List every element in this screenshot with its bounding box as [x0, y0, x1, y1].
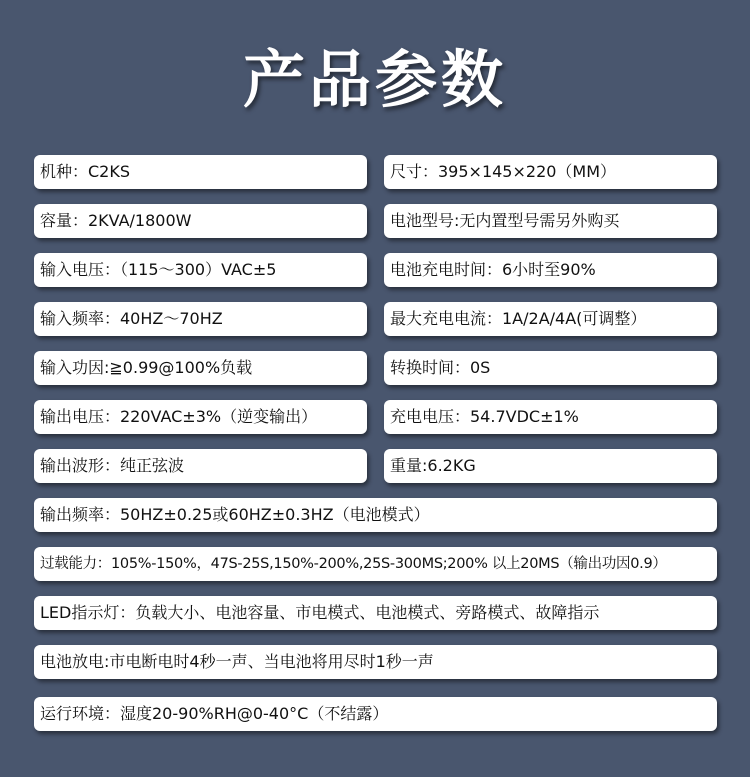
spec-model: 机种：C2KS — [34, 155, 367, 189]
spec-max-charge-current: 最大充电电流：1A/2A/4A(可调整） — [384, 302, 717, 336]
spec-output-voltage: 输出电压：220VAC±3%（逆变输出） — [34, 400, 367, 434]
spec-input-power-factor: 输入功因:≧0.99@100%负载 — [34, 351, 367, 385]
spec-row — [34, 596, 717, 630]
spec-row — [34, 697, 717, 731]
spec-overload-capacity: 过载能力：105%-150%，47S-25S,150%-200%,25S-300MS;200% 以上20MS（输出功因0.9） — [34, 547, 717, 581]
spec-battery-discharge: 电池放电:市电断电时4秒一声、当电池将用尽时1秒一声 — [34, 645, 717, 679]
spec-transfer-time: 转换时间：0S — [384, 351, 717, 385]
spec-output-waveform: 输出波形：纯正弦波 — [34, 449, 367, 483]
page-title: 产品参数 — [242, 43, 507, 116]
spec-charge-time: 电池充电时间：6小时至90% — [384, 253, 717, 287]
spec-row — [34, 498, 717, 532]
spec-operating-environment: 运行环境：湿度20-90%RH@0-40°C（不结露） — [34, 697, 717, 731]
spec-input-voltage: 输入电压：（115～300）VAC±5 — [34, 253, 367, 287]
spec-dimensions: 尺寸：395×145×220（MM） — [384, 155, 717, 189]
spec-row — [34, 351, 717, 385]
spec-charge-voltage: 充电电压：54.7VDC±1% — [384, 400, 717, 434]
spec-battery-type: 电池型号:无内置型号需另外购买 — [384, 204, 717, 238]
spec-row — [34, 547, 717, 581]
spec-row — [34, 302, 717, 336]
spec-row — [34, 204, 717, 238]
spec-input-frequency: 输入频率：40HZ～70HZ — [34, 302, 367, 336]
spec-row — [34, 155, 717, 189]
spec-capacity: 容量：2KVA/1800W — [34, 204, 367, 238]
spec-weight: 重量:6.2KG — [384, 449, 717, 483]
spec-row — [34, 449, 717, 483]
spec-row — [34, 400, 717, 434]
spec-output-frequency: 输出频率：50HZ±0.25或60HZ±0.3HZ（电池模式） — [34, 498, 717, 532]
spec-row — [34, 645, 717, 679]
spec-row — [34, 253, 717, 287]
spec-led-indicators: LED指示灯：负载大小、电池容量、市电模式、电池模式、旁路模式、故障指示 — [34, 596, 717, 630]
